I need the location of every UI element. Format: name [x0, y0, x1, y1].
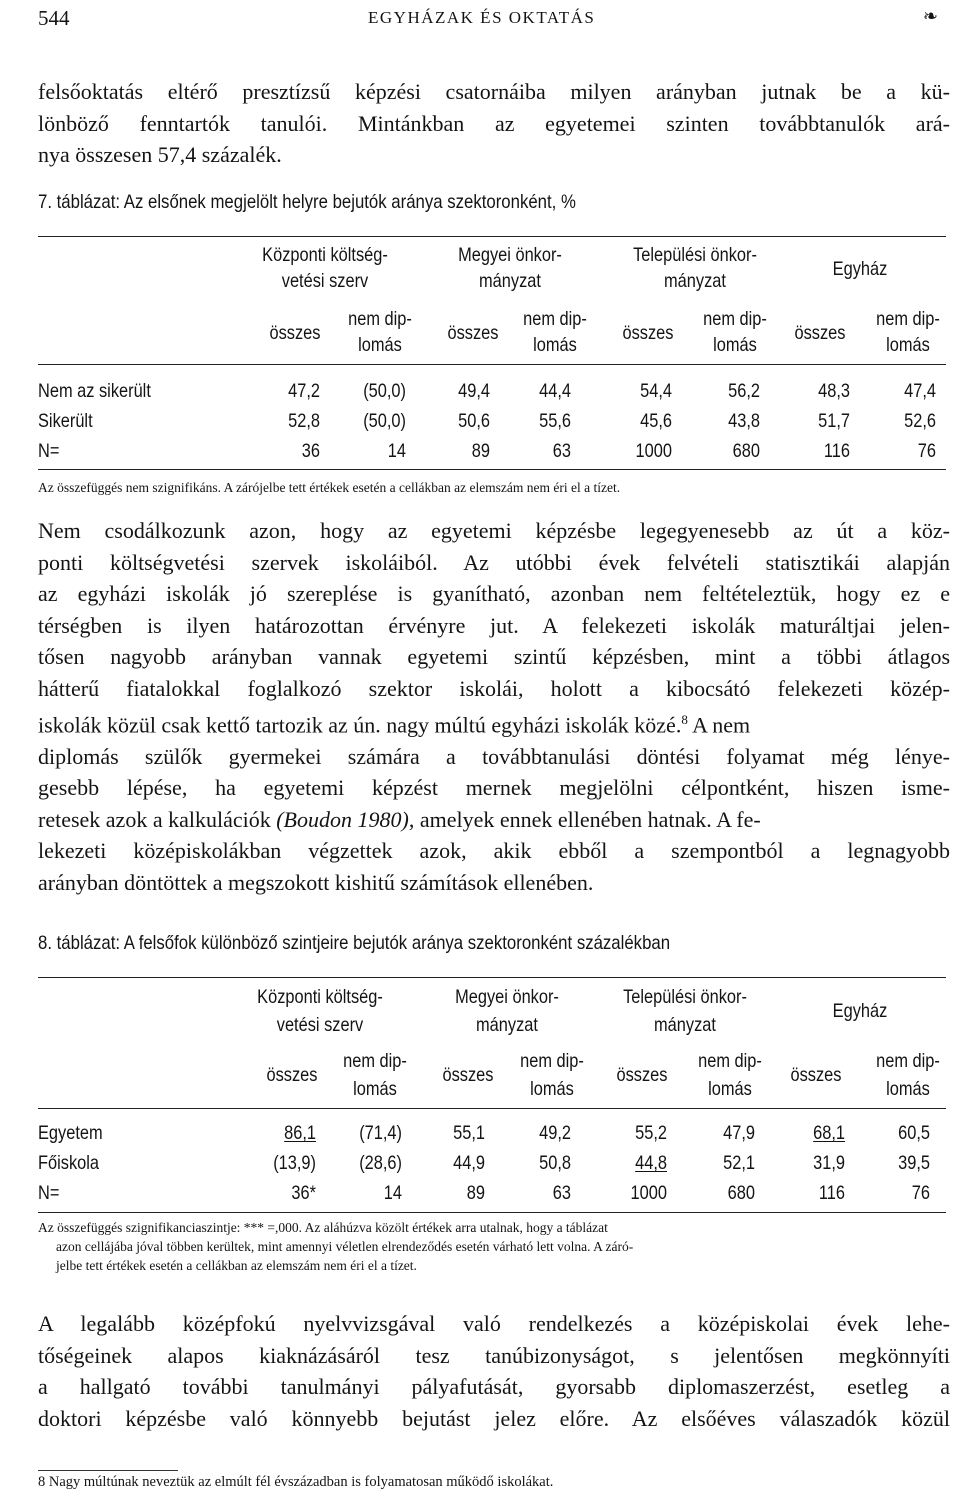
footnote: 8 Nagy múltúnak neveztük az elmúlt fél évszázadban is folyamatosan működő iskolákat. — [38, 1474, 554, 1490]
text-segment: retesek azok a kalkulációk — [38, 806, 277, 832]
intro-paragraph — [38, 76, 950, 171]
sub-header-nemdip: nem dip- — [520, 1050, 584, 1072]
table-cell: 60,5 — [898, 1122, 930, 1144]
text-line: tőségeinek alapos kiaknázásáról tesz tanúbizonyságot, s jelentősen megkönnyíti — [38, 1342, 950, 1368]
note-line: azon cellájába jóval többen kerültek, mint amennyi véletlen elrendeződés esetén várható lett volna. A záró- — [56, 1239, 634, 1254]
main-paragraph — [38, 515, 950, 898]
sub-header-osszes: összes — [794, 322, 846, 344]
sub-header-nemdip: nem dip- — [698, 1050, 762, 1072]
table-cell: 39,5 — [898, 1152, 930, 1174]
text-line: Nem csodálkozunk azon, hogy az egyetemi képzésbe legegyenesebb az út a köz- — [38, 518, 950, 543]
table-cell: 55,2 — [635, 1122, 667, 1144]
note-line: Az összefüggés szignifikanciaszintje: *** =,000. Az aláhúzva közölt értékek arra utalnak, hogy a táblázat — [38, 1220, 608, 1235]
row-label: Sikerült — [38, 410, 93, 432]
table-cell: 116 — [818, 1182, 845, 1204]
table-cell: 52,6 — [904, 410, 936, 432]
sub-header-nemdip: lomás — [886, 1078, 930, 1100]
table-cell: 1000 — [635, 440, 672, 462]
text-line: ponti költségvetési szervek iskoláiból. Az utóbbi évek felvételi statisztikái alapján — [38, 549, 950, 575]
table-cell: 49,2 — [539, 1122, 571, 1144]
sub-header-osszes: összes — [616, 1064, 668, 1086]
sub-header-nemdip: lomás — [533, 334, 577, 356]
table-cell: 116 — [823, 440, 850, 462]
table-cell: 63 — [552, 440, 571, 462]
table-cell: 45,6 — [640, 410, 672, 432]
table-cell: 89 — [466, 1182, 485, 1204]
text-line: az egyházi iskolák jó szereplése is gyanítható, azonban nem feltételeztük, hogy ez e — [38, 581, 950, 606]
table7-header-rule — [38, 364, 946, 365]
table-cell: 680 — [732, 440, 760, 462]
footnote-reference[interactable]: 8 — [681, 712, 688, 727]
sub-header-nemdip: lomás — [713, 334, 757, 356]
table-cell: 51,7 — [818, 410, 850, 432]
table-cell: (50,0) — [363, 380, 406, 402]
citation: (Boudon 1980) — [276, 806, 409, 832]
table-cell: 680 — [727, 1182, 755, 1204]
group-header-line1: Megyei önkor- — [458, 244, 562, 266]
table-cell: 76 — [911, 1182, 930, 1204]
page-number: 544 — [38, 6, 70, 30]
sub-header-nemdip: nem dip- — [523, 308, 587, 330]
sub-header-nemdip: lomás — [530, 1078, 574, 1100]
text-line: lekezeti középiskolákban végzettek azok, akik ebből a szempontból a legnagyobb — [38, 838, 950, 864]
text-line: a hallgató további tanulmányi pályafutását, gyorsabb diplomaszerzést, esetleg a — [38, 1374, 950, 1399]
table8-top-rule — [38, 977, 946, 978]
group-header-line2: mányzat — [654, 1014, 716, 1036]
table-cell: 48,3 — [818, 380, 850, 402]
table-cell: 54,4 — [640, 380, 672, 402]
table-cell: 68,1 — [813, 1122, 845, 1144]
table-cell: 31,9 — [813, 1152, 845, 1174]
note-line: Az összefüggés nem szignifikáns. A zárójelbe tett értékek esetén a cellákban az elemszám nem éri el a tízet. — [38, 480, 621, 495]
row-label: Egyetem — [38, 1122, 103, 1144]
sub-header-nemdip: nem dip- — [348, 308, 412, 330]
text-segment: , amelyek ennek ellenében hatnak. A fe- — [408, 806, 761, 832]
group-header-line1: Települési önkor- — [623, 986, 747, 1008]
group-header-line1: Települési önkor- — [633, 244, 757, 266]
sub-header-nemdip: lomás — [358, 334, 402, 356]
table-cell: 89 — [471, 440, 490, 462]
table-cell: 36* — [291, 1182, 316, 1204]
table-cell: 44,4 — [539, 380, 571, 402]
text-line: nya összesen 57,4 százalék. — [38, 142, 282, 167]
closing-paragraph — [38, 1308, 950, 1434]
table-cell: 44,8 — [635, 1152, 667, 1174]
sub-header-nemdip: nem dip- — [876, 1050, 940, 1072]
footnote-rule — [38, 1470, 178, 1471]
table8-caption: 8. táblázat: A felsőfok különböző szintjeire bejutók aránya szektoronként százalékban — [38, 932, 671, 954]
sub-header-nemdip: lomás — [353, 1078, 397, 1100]
sub-header-nemdip: lomás — [886, 334, 930, 356]
sub-header-osszes: összes — [266, 1064, 318, 1086]
group-header-line1: Központi költség- — [257, 986, 383, 1008]
table7-bottom-rule — [38, 469, 946, 470]
table-cell: 55,6 — [539, 410, 571, 432]
table-cell: 86,1 — [284, 1122, 316, 1144]
table7-caption: 7. táblázat: Az elsőnek megjelölt helyre bejutók aránya szektoronként, % — [38, 191, 576, 213]
text-line: tősen nagyobb arányban vannak egyetemi szintű képzésben, mint a többi átlagos — [38, 644, 950, 669]
group-header-line2: mányzat — [476, 1014, 538, 1036]
group-header-line1: Megyei önkor- — [455, 986, 559, 1008]
sub-header-osszes: összes — [442, 1064, 494, 1086]
text-segment: A nem — [687, 712, 751, 738]
table8-bottom-rule — [38, 1212, 946, 1213]
text-line — [38, 804, 950, 836]
table-cell: (13,9) — [273, 1152, 316, 1174]
sub-header-osszes: összes — [447, 322, 499, 344]
table7-top-rule — [38, 236, 946, 237]
group-header-line2: mányzat — [664, 270, 726, 292]
table-cell: 47,9 — [723, 1122, 755, 1144]
sub-header-nemdip: nem dip- — [343, 1050, 407, 1072]
table-cell: 47,2 — [288, 380, 320, 402]
note-line: jelbe tett értékek esetén a cellákban az elemszám nem éri el a tízet. — [56, 1258, 417, 1273]
table-cell: (28,6) — [359, 1152, 402, 1174]
sub-header-osszes: összes — [269, 322, 321, 344]
text-line: arányban döntöttek a megszokott kishitű számítások ellenében. — [38, 869, 594, 895]
sub-header-nemdip: nem dip- — [876, 308, 940, 330]
page-header — [38, 6, 942, 34]
row-label: N= — [38, 1182, 60, 1204]
table-cell: (50,0) — [363, 410, 406, 432]
text-segment: iskolák közül csak kettő tartozik az ún. nagy múltú egyházi iskolák közé. — [38, 712, 682, 738]
table-cell: 1000 — [630, 1182, 667, 1204]
table-cell: 43,8 — [728, 410, 760, 432]
text-line: gesebb lépése, ha egyetemi képzést mernek megjelölni célpontként, hiszen isme- — [38, 775, 950, 801]
table-cell: 52,8 — [288, 410, 320, 432]
text-line: diplomás szülők gyermekei számára a továbbtanulási döntési folyamat még lénye- — [38, 743, 950, 769]
ornament-icon: ❧ — [922, 6, 938, 26]
group-header-line1: Egyház — [832, 1000, 888, 1022]
table-cell: 63 — [552, 1182, 571, 1204]
table-cell: 76 — [917, 440, 936, 462]
row-label: Főiskola — [38, 1152, 100, 1174]
text-line: térségben is ilyen határozottan érvényre jut. A felekezeti iskolák maturáltjai jelen- — [38, 612, 950, 638]
text-line — [38, 704, 950, 741]
table8-header-rule — [38, 1108, 946, 1109]
sub-header-osszes: összes — [622, 322, 674, 344]
text-line: felsőoktatás eltérő presztízsű képzési csatornáiba milyen arányban jutnak be a kü- — [38, 79, 950, 104]
table-cell: 56,2 — [728, 380, 760, 402]
row-label: N= — [38, 440, 60, 462]
group-header-line1: Egyház — [832, 258, 888, 280]
group-header-line2: vetési szerv — [281, 270, 369, 292]
sub-header-nemdip: lomás — [708, 1078, 752, 1100]
running-head: EGYHÁZAK ÉS OKTATÁS — [368, 8, 596, 27]
text-line: lönböző fenntartók tanulói. Mintánkban az egyetemei szinten továbbtanulók ará- — [38, 110, 950, 136]
table7-note — [38, 478, 950, 497]
table-cell: 52,1 — [723, 1152, 755, 1174]
table8-note — [38, 1218, 950, 1275]
table-cell: 14 — [383, 1182, 402, 1204]
table-cell: 14 — [387, 440, 406, 462]
text-line: hátterű fiatalokkal foglalkozó szektor iskolái, holott a kibocsátó felekezeti közép- — [38, 675, 950, 701]
sub-header-nemdip: nem dip- — [703, 308, 767, 330]
table-cell: 47,4 — [904, 380, 936, 402]
sub-header-osszes: összes — [790, 1064, 842, 1086]
table-cell: 50,6 — [458, 410, 490, 432]
text-line: doktori képzésbe való könnyebb bejutást jelez előre. Az elsőéves válaszadók közül — [38, 1405, 950, 1431]
table-cell: 44,9 — [453, 1152, 485, 1174]
row-label: Nem az sikerült — [38, 380, 151, 402]
text-line: A legalább középfokú nyelvvizsgával való rendelkezés a középiskolai évek lehe- — [38, 1311, 950, 1336]
group-header-line2: mányzat — [479, 270, 541, 292]
group-header-line2: vetési szerv — [276, 1014, 364, 1036]
table-cell: 49,4 — [458, 380, 490, 402]
table-cell: 50,8 — [539, 1152, 571, 1174]
table-cell: 55,1 — [453, 1122, 485, 1144]
table-cell: 36 — [301, 440, 320, 462]
group-header-line1: Központi költség- — [262, 244, 388, 266]
table-cell: (71,4) — [359, 1122, 402, 1144]
